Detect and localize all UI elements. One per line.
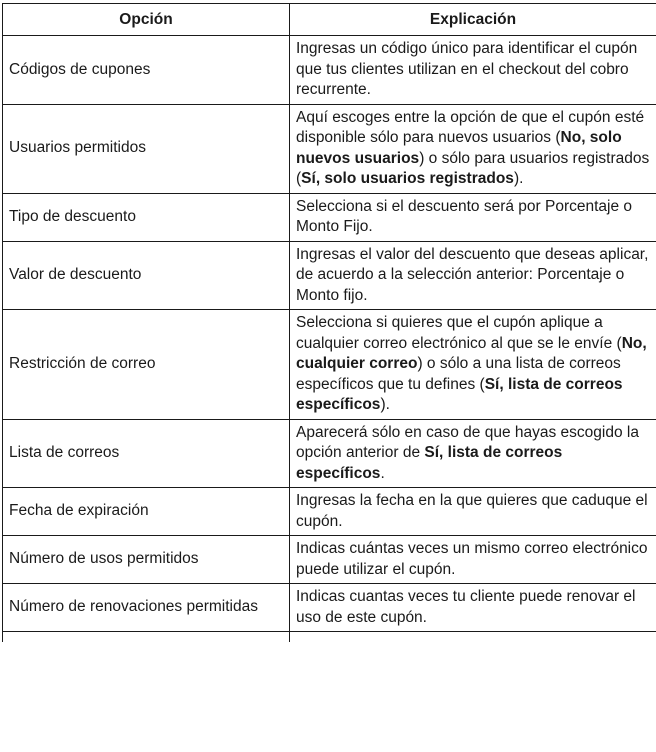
explanation-segment: ) o sólo para usuarios registrados ( [296,149,650,187]
header-explanation: Explicación [290,4,656,36]
explanation-segment: Indicas cuantas veces tu cliente puede renovar el uso de este cupón. [296,588,636,626]
explanation-segment: . [380,464,385,482]
explanation-bold-segment: Sí, solo usuarios registrados [301,170,514,187]
option-cell: Valor de descuento [3,241,290,310]
explanation-segment: Selecciona si el descuento será por Porcentaje o Monto Fijo. [296,197,633,235]
option-cell: Número de renovaciones permitidas [3,584,290,632]
table-row [3,104,656,193]
explanation-bold-segment: Sí, lista de correos específicos [296,375,623,413]
option-cell: Fecha de expiración [3,488,290,536]
explanation-cell [290,419,656,488]
option-cell: Códigos de cupones [3,36,290,105]
explanation-cell [290,310,656,420]
explanation-cell [290,241,656,310]
table-row [3,536,656,584]
explanation-segment: Aparecerá sólo en caso de que hayas escogido la opción anterior de [296,423,639,461]
explanation-segment: ). [380,396,390,413]
header-option: Opción [3,4,290,36]
explanation-cell [290,584,656,632]
table-row [3,36,656,105]
table-row [3,584,656,632]
explanation-segment: Ingresas un código único para identificar el cupón que tus clientes utilizan en el checkout del cobro recurrente. [296,40,638,98]
option-cell: Usuarios permitidos [3,104,290,193]
options-table-container [2,3,656,642]
option-cell: Lista de correos [3,419,290,488]
explanation-segment: ). [513,170,524,187]
header-row [3,4,656,36]
table-body [3,36,656,643]
explanation-segment: Aquí escoges entre la opción de que el cupón esté disponible sólo para nuevos usuarios ( [296,108,645,146]
table-header [3,4,656,36]
table-row-partial [3,632,656,643]
table-row [3,310,656,420]
explanation-segment: Indicas cuántas veces un mismo correo electrónico puede utilizar el cupón. [296,540,648,578]
explanation-segment: Ingresas la fecha en la que quieres que caduque el cupón. [296,492,648,530]
explanation-bold-segment: No, solo nuevos usuarios [296,129,622,167]
explanation-cell [290,104,656,193]
explanation-cell [290,36,656,105]
table-row [3,419,656,488]
explanation-segment: Ingresas el valor del descuento que deseas aplicar, de acuerdo a la selección anterior: Porcentaje o Monto fijo. [296,245,649,304]
explanation-bold-segment: No, cualquier correo [296,334,647,372]
partial-cell [290,632,656,643]
table-row [3,241,656,310]
explanation-cell [290,488,656,536]
partial-cell [3,632,290,643]
option-cell: Número de usos permitidos [3,536,290,584]
options-table [2,3,656,642]
option-cell: Tipo de descuento [3,193,290,241]
table-row [3,193,656,241]
explanation-segment: ) o sólo a una lista de correos específicos que tu defines ( [296,355,621,393]
explanation-cell [290,193,656,241]
explanation-segment: Selecciona si quieres que el cupón aplique a cualquier correo electrónico al que se le envíe ( [296,314,622,352]
option-cell: Restricción de correo [3,310,290,420]
explanation-bold-segment: Sí, lista de correos específicos [296,444,563,482]
table-row [3,488,656,536]
explanation-cell [290,536,656,584]
